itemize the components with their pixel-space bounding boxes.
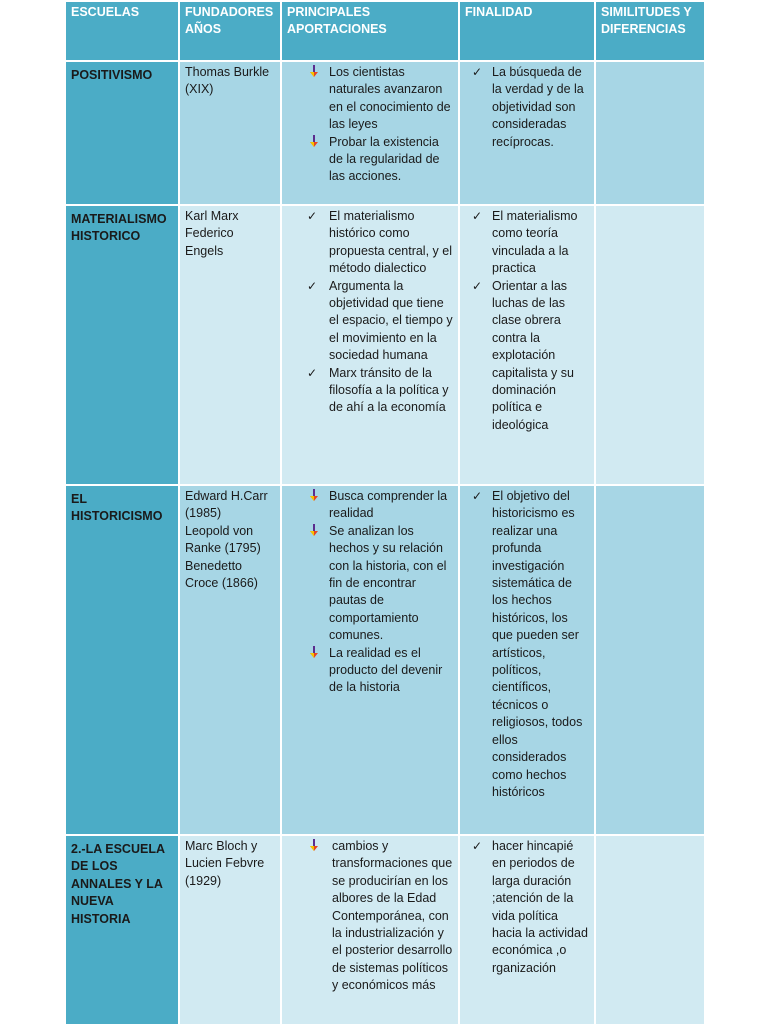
table-row [65,485,705,835]
checkmark-icon: ✓ [307,278,318,293]
similarities-cell [595,205,705,485]
founder-entry: Marc Bloch y Lucien Febvre (1929) [185,839,265,888]
checkmark-icon: ✓ [307,209,318,223]
header-similitudes: SIMILITUDES Y DIFERENCIAS [595,1,705,61]
similarities-cell [595,61,705,205]
header-aportaciones: PRINCIPALES APORTACIONES [281,1,459,61]
similarities-cell [595,485,705,835]
founders-cell [179,835,281,1024]
purpose-cell [459,61,595,205]
header-finalidad: FINALIDAD [459,1,595,61]
founders-cell [179,61,281,205]
contributions-cell [281,835,459,1024]
header-escuelas: ESCUELAS [65,1,179,61]
list-item: Los cientistas naturales avanzaron en el conocimiento de las leyes [287,64,453,134]
school-name: EL HISTORICISMO [65,485,179,835]
school-name: MATERIALISMO HISTORICO [65,205,179,485]
checkmark-icon: ✓ [472,65,483,79]
list-item: ✓ El materialismo como teoría vinculada a la practica [472,209,578,276]
list-item: ✓ El objetivo del historicismo es realizar una profunda investigación sistemática de los hechos históricos, los que pueden ser artísticos, políticos, científicos, técnicos o religiosos, todos ellos considerados como hechos históricos [472,489,583,799]
arrow-bullet-icon [307,838,321,854]
list-item: ✓ hacer hincapié en periodos de larga duración ;atención de la vida política hacia la actividad económica ,o rganización [472,839,588,975]
checkmark-icon: ✓ [472,489,483,503]
arrow-bullet-icon [307,645,321,661]
founder-entry: Benedetto Croce (1866) [185,558,258,591]
list-item: ✓ El materialismo histórico como propuesta central, y el método dialectico [307,209,452,276]
list-item: La realidad es el producto del devenir de la historia [287,645,453,697]
purpose-cell [459,835,595,1024]
arrow-bullet-icon [307,64,321,80]
founder-entry: Edward H.Carr (1985) [185,489,268,521]
school-name: 2.-LA ESCUELA DE LOS ANNALES Y LA NUEVA HISTORIA [65,835,179,1024]
founder-entry: Leopold von Ranke (1795) [185,523,261,556]
list-item: cambios y transformaciones que se producirían en los albores de la Edad Contemporánea, con la industrialización y el posterior desarrollo de sistemas políticos y económicos más [287,838,453,995]
checkmark-icon: ✓ [472,278,483,293]
founders-cell [179,485,281,835]
contributions-cell [281,61,459,205]
table-row [65,61,705,205]
purpose-cell [459,485,595,835]
contributions-cell [281,485,459,835]
table-row [65,205,705,485]
checkmark-icon: ✓ [472,839,483,853]
list-item: Busca comprender la realidad [287,488,453,523]
header-fundadores: FUNDADORES AÑOS [179,1,281,61]
list-item: Se analizan los hechos y su relación con la historia, con el fin de encontrar pautas de comportamiento comunes. [287,523,453,645]
list-item: ✓ Marx tránsito de la filosofía a la política y de ahí a la economía [307,365,449,415]
list-item: ✓ La búsqueda de la verdad y de la objetividad son consideradas recíprocas. [472,65,584,149]
schools-table [64,0,706,1024]
founder-entry: Karl Marx Federico Engels [185,209,239,258]
contributions-cell [281,205,459,485]
list-item: Probar la existencia de la regularidad de las acciones. [287,134,453,186]
founders-cell [179,205,281,485]
arrow-bullet-icon [307,523,321,539]
list-item: ✓ Argumenta la objetividad que tiene el espacio, el tiempo y el movimiento en la sociedad humana [307,278,453,363]
list-item: ✓ Orientar a las luchas de las clase obrera contra la explotación capitalista y su dominación política e ideológica [472,278,574,432]
arrow-bullet-icon [307,488,321,504]
header-row [65,1,705,61]
table-row [65,835,705,1024]
checkmark-icon: ✓ [472,209,483,223]
checkmark-icon: ✓ [307,365,318,380]
purpose-cell [459,205,595,485]
school-name: POSITIVISMO [65,61,179,205]
arrow-bullet-icon [307,134,321,150]
similarities-cell [595,835,705,1024]
founder-entry: Thomas Burkle (XIX) [185,65,270,97]
